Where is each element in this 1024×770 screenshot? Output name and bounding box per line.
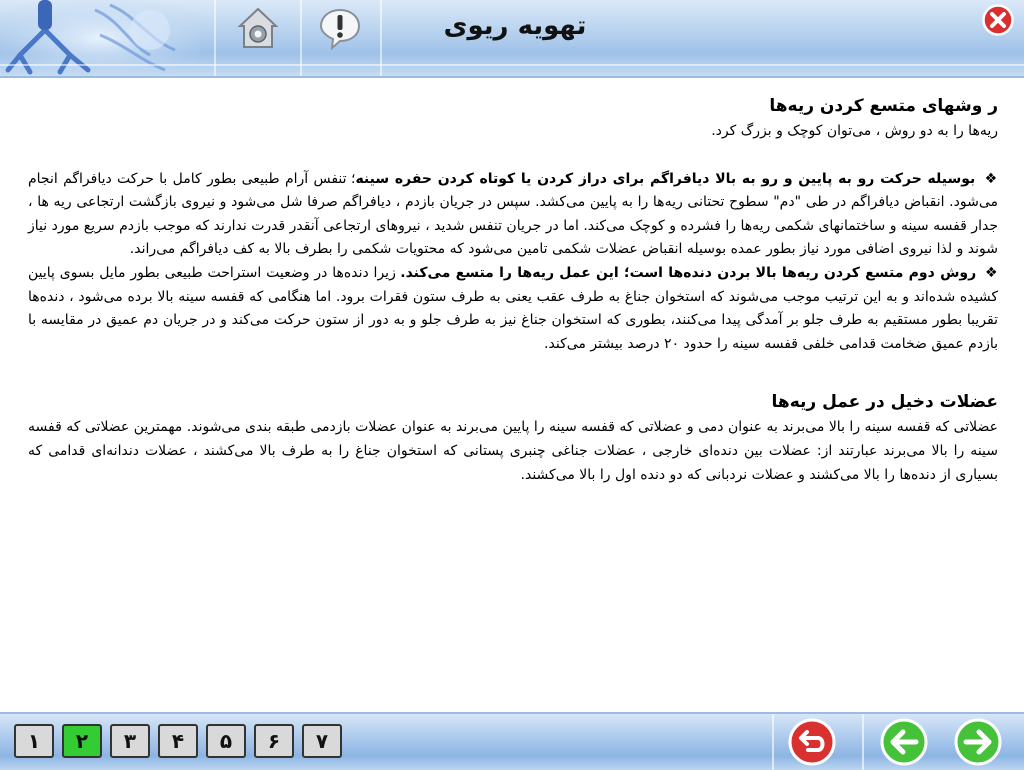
header-divider xyxy=(380,0,382,76)
page-navigation xyxy=(14,724,342,758)
footer-divider xyxy=(772,714,774,770)
section-intro: ریه‌ها را به دو روش ، می‌توان کوچک و بزرگ کرد. xyxy=(711,123,998,139)
next-page-button[interactable] xyxy=(954,718,1002,766)
diamond-bullet-icon: ❖ xyxy=(984,170,999,187)
arrow-right-icon xyxy=(954,718,1002,766)
return-icon xyxy=(788,718,836,766)
page-button-2[interactable]: ۲ xyxy=(62,724,102,758)
footer-bar xyxy=(0,712,1024,770)
footer-divider xyxy=(862,714,864,770)
page-button-1[interactable]: ۱ xyxy=(14,724,54,758)
close-button[interactable] xyxy=(982,4,1014,36)
page-button-6[interactable]: ۶ xyxy=(254,724,294,758)
return-button[interactable] xyxy=(788,718,836,766)
section-heading: عضلات دخیل در عمل ریه‌ها xyxy=(771,392,998,413)
main-content xyxy=(28,92,998,487)
bullet-2-text: زیرا دنده‌ها در وضعیت استراحت طبیعی بطور مایل بسوی پایین کشیده شده‌اند و به این ترتیب موجب می‌شوند که استخوان جناغ به طرف عقب یعنی به طرف ستون فقرات برود. اما هنگامی که قفسه سینه بالا برده می‌شود ، دنده‌ها تقریبا بطور مستقیم به طرف جلو بر آمدگی پیدا می‌کنند، بطوری که استخوان جناغ نیز به طرف جلو و به دور از ستون حرکت می‌کند و در جریان دم عمیق در مقایسه با بازدم عمیق ضخامت قدامی خلفی قفسه سینه را حدود ۲۰ درصد بیشتر می‌کند. xyxy=(28,264,998,352)
bullet-paragraph-1 xyxy=(28,168,998,262)
previous-page-button[interactable] xyxy=(880,718,928,766)
page-title: تهویه ریوی xyxy=(443,11,587,41)
diamond-bullet-icon: ❖ xyxy=(985,264,998,281)
lung-illustration-icon xyxy=(0,0,200,76)
home-icon xyxy=(236,6,280,50)
arrow-left-icon xyxy=(880,718,928,766)
exclamation-icon xyxy=(318,6,362,50)
home-button[interactable] xyxy=(236,6,280,50)
page-button-3[interactable]: ۳ xyxy=(110,724,150,758)
header-divider xyxy=(300,0,302,76)
bullet-2-lead: روش دوم متسع کردن ریه‌ها بالا بردن دنده‌ها است؛ این عمل ریه‌ها را متسع می‌کند. xyxy=(400,264,977,281)
page-button-7[interactable]: ۷ xyxy=(302,724,342,758)
header-divider xyxy=(214,0,216,76)
page-button-5[interactable]: ۵ xyxy=(206,724,246,758)
bullet-1-text: ؛ تنفس آرام طبیعی بطور کامل با حرکت دیافراگم انجام می‌شود. انقباض دیافراگم در طی "دم" سطوح تحتانی ریه‌ها را به پایین می‌کشد. سپس در جریان بازدم ، دیافراگم صرفا شل می‌شود و نیروی بازگشت ارتجاعی ریه ها ، جدار قفسه سینه و ساختمانهای شکمی ریه‌ها را فشرده و کوچک می‌کند. اما در جریان تنفس شدید ، نیروهای ارتجاعی آنقدر قدرت ندارند که موجب بازدم سریع مورد نیاز شوند و لذا نیروی اضافی مورد نیاز بطور عمده بوسیله انقباض عضلات شکمی تامین می‌شود که محتویات شکمی را بطرف بالا به کف دیافراگم می‌راند. xyxy=(28,170,998,258)
page-button-4[interactable]: ۴ xyxy=(158,724,198,758)
close-icon xyxy=(982,4,1014,36)
info-button[interactable] xyxy=(318,6,362,50)
bullet-paragraph-2 xyxy=(28,262,998,356)
section-2-text: عضلاتی که قفسه سینه را بالا می‌برند به عنوان دمی و عضلاتی که قفسه سینه را پایین می‌برند به عنوان عضلات بازدمی طبقه بندی می‌شوند. مهمترین عضلاتی که قفسه سینه را بالا می‌برند عبارتند از: عضلات بین دنده‌ای خارجی ، عضلات جناغی چنبری پستانی که استخوان جناغ را به طرف بالا می‌کشند ، عضلات دندانه‌ای قدامی که بسیاری از دنده‌ها را بالا می‌کشند و عضلات نردبانی که دو دنده اول را بالا می‌کشند. xyxy=(28,419,998,483)
bullet-1-lead: بوسیله حرکت رو به پایین و رو به بالا دیافراگم برای دراز کردن یا کوتاه کردن حفره سینه xyxy=(355,170,976,187)
section-heading: ر وشهای متسع کردن ریه‌ها xyxy=(769,96,998,116)
header-bar xyxy=(0,0,1024,78)
